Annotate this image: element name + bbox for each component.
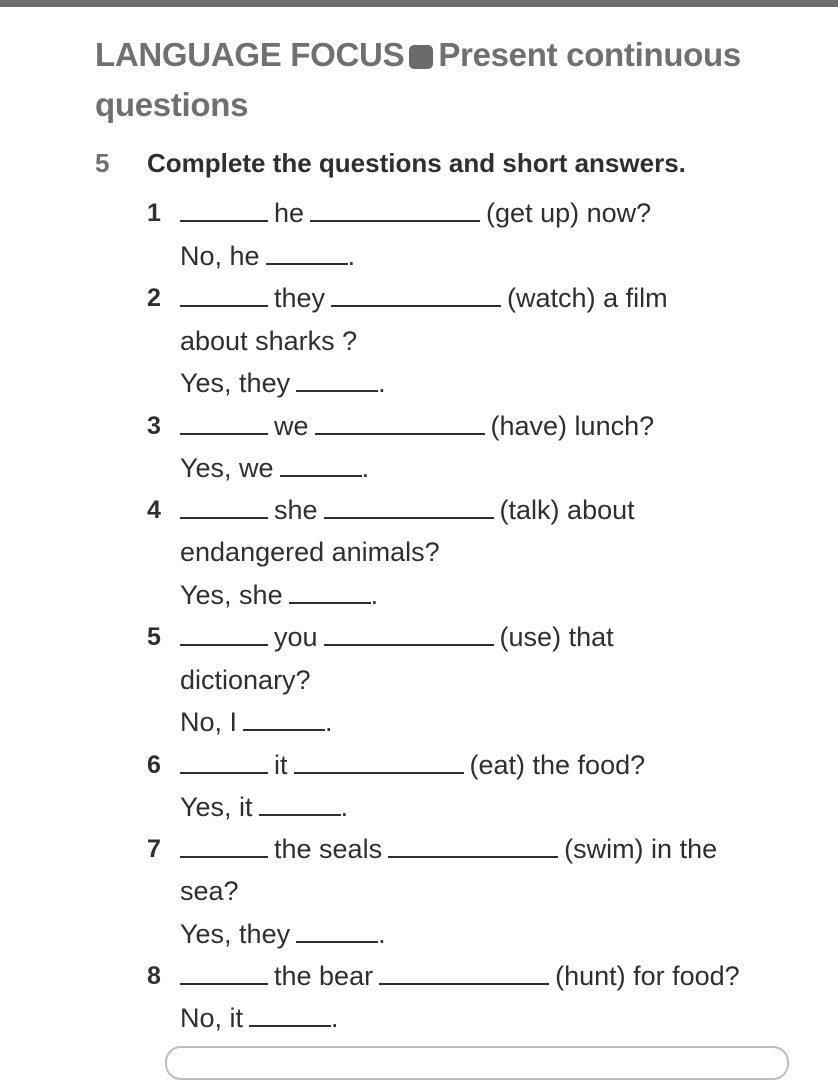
short-answer-start: Yes, she — [180, 580, 283, 610]
answer-blank[interactable] — [180, 746, 268, 774]
short-answer-start: No, I — [180, 707, 238, 737]
short-answer-start: Yes, it — [180, 792, 253, 822]
verb-prompt: (watch) a film — [507, 283, 668, 313]
item-number: 7 — [147, 835, 161, 863]
full-stop: . — [361, 453, 370, 483]
short-answer-blank[interactable] — [259, 788, 341, 816]
verb-prompt: (talk) about — [499, 495, 635, 525]
short-answer-blank[interactable] — [296, 364, 378, 392]
full-stop: . — [325, 707, 333, 737]
short-answer-start: No, it — [180, 1003, 244, 1033]
short-answer-line — [180, 702, 333, 742]
verb-blank[interactable] — [379, 957, 549, 985]
verb-blank[interactable] — [324, 491, 494, 519]
verb-blank[interactable] — [324, 618, 494, 646]
question-continuation: dictionary? — [180, 665, 311, 695]
verb-blank[interactable] — [310, 194, 480, 222]
item-number: 2 — [147, 284, 161, 312]
short-answer-blank[interactable] — [296, 915, 378, 943]
verb-prompt: (get up) now? — [486, 198, 652, 228]
question-line — [180, 278, 668, 318]
question-line — [180, 490, 635, 530]
full-stop: . — [331, 1003, 339, 1033]
question-continuation: sea? — [180, 876, 239, 906]
question-subject: the bear — [274, 961, 374, 991]
verb-blank[interactable] — [331, 279, 501, 307]
heading-topic: Present continuous — [438, 36, 741, 73]
answer-blank[interactable] — [180, 279, 268, 307]
section-heading — [95, 30, 795, 130]
question-line — [180, 617, 614, 657]
verb-prompt: (use) that — [499, 622, 614, 652]
question-subject: they — [274, 283, 326, 313]
heading-label: LANGUAGE FOCUS — [95, 36, 405, 73]
question-continuation: about sharks ? — [180, 326, 358, 356]
verb-prompt: (hunt) for food? — [555, 961, 740, 991]
next-section-box — [165, 1046, 789, 1080]
question-line — [180, 406, 654, 446]
item-number: 8 — [147, 962, 161, 990]
square-bullet-icon — [409, 45, 433, 69]
answer-blank[interactable] — [180, 491, 268, 519]
short-answer-blank[interactable] — [249, 999, 331, 1027]
question-subject: the seals — [274, 834, 383, 864]
item-number: 4 — [147, 496, 161, 524]
question-subject: you — [274, 622, 318, 652]
heading-topic-continued: questions — [95, 86, 249, 123]
short-answer-start: Yes, we — [180, 453, 274, 483]
item-number: 6 — [147, 751, 161, 779]
short-answer-line — [180, 914, 386, 954]
question-line — [180, 745, 645, 785]
answer-blank[interactable] — [180, 618, 268, 646]
verb-prompt: (have) lunch? — [490, 411, 655, 441]
question-line — [180, 193, 651, 233]
item-number: 5 — [147, 623, 161, 651]
short-answer-blank[interactable] — [243, 703, 325, 731]
exercise-number: 5 — [95, 148, 110, 178]
short-answer-blank[interactable] — [280, 449, 362, 477]
short-answer-line — [180, 363, 386, 403]
question-subject: she — [274, 495, 318, 525]
full-stop: . — [340, 792, 349, 822]
answer-blank[interactable] — [180, 830, 268, 858]
short-answer-start: No, he — [180, 241, 260, 271]
verb-prompt: (eat) the food? — [469, 750, 646, 780]
answer-blank[interactable] — [180, 957, 268, 985]
short-answer-line — [180, 448, 369, 488]
full-stop: . — [378, 919, 386, 949]
item-number: 1 — [147, 199, 161, 227]
short-answer-line — [180, 575, 378, 615]
question-subject: he — [274, 198, 305, 228]
question-subject: we — [274, 411, 309, 441]
short-answer-line — [180, 236, 355, 276]
verb-blank[interactable] — [315, 407, 485, 435]
question-line — [180, 956, 740, 996]
full-stop: . — [347, 241, 356, 271]
verb-blank[interactable] — [388, 830, 558, 858]
short-answer-line — [180, 787, 348, 827]
full-stop: . — [378, 368, 386, 398]
question-subject: it — [274, 750, 288, 780]
short-answer-blank[interactable] — [289, 576, 371, 604]
item-number: 3 — [147, 412, 161, 440]
answer-blank[interactable] — [180, 407, 268, 435]
question-continuation: endangered animals? — [180, 537, 440, 567]
short-answer-start: Yes, they — [180, 368, 291, 398]
full-stop: . — [370, 580, 379, 610]
short-answer-start: Yes, they — [180, 919, 291, 949]
verb-prompt: (swim) in the — [564, 834, 718, 864]
short-answer-blank[interactable] — [266, 237, 348, 265]
exercise-instruction: Complete the questions and short answers. — [147, 148, 686, 178]
top-divider — [0, 0, 838, 7]
answer-blank[interactable] — [180, 194, 268, 222]
short-answer-line — [180, 998, 339, 1038]
question-line — [180, 829, 717, 869]
verb-blank[interactable] — [294, 746, 464, 774]
